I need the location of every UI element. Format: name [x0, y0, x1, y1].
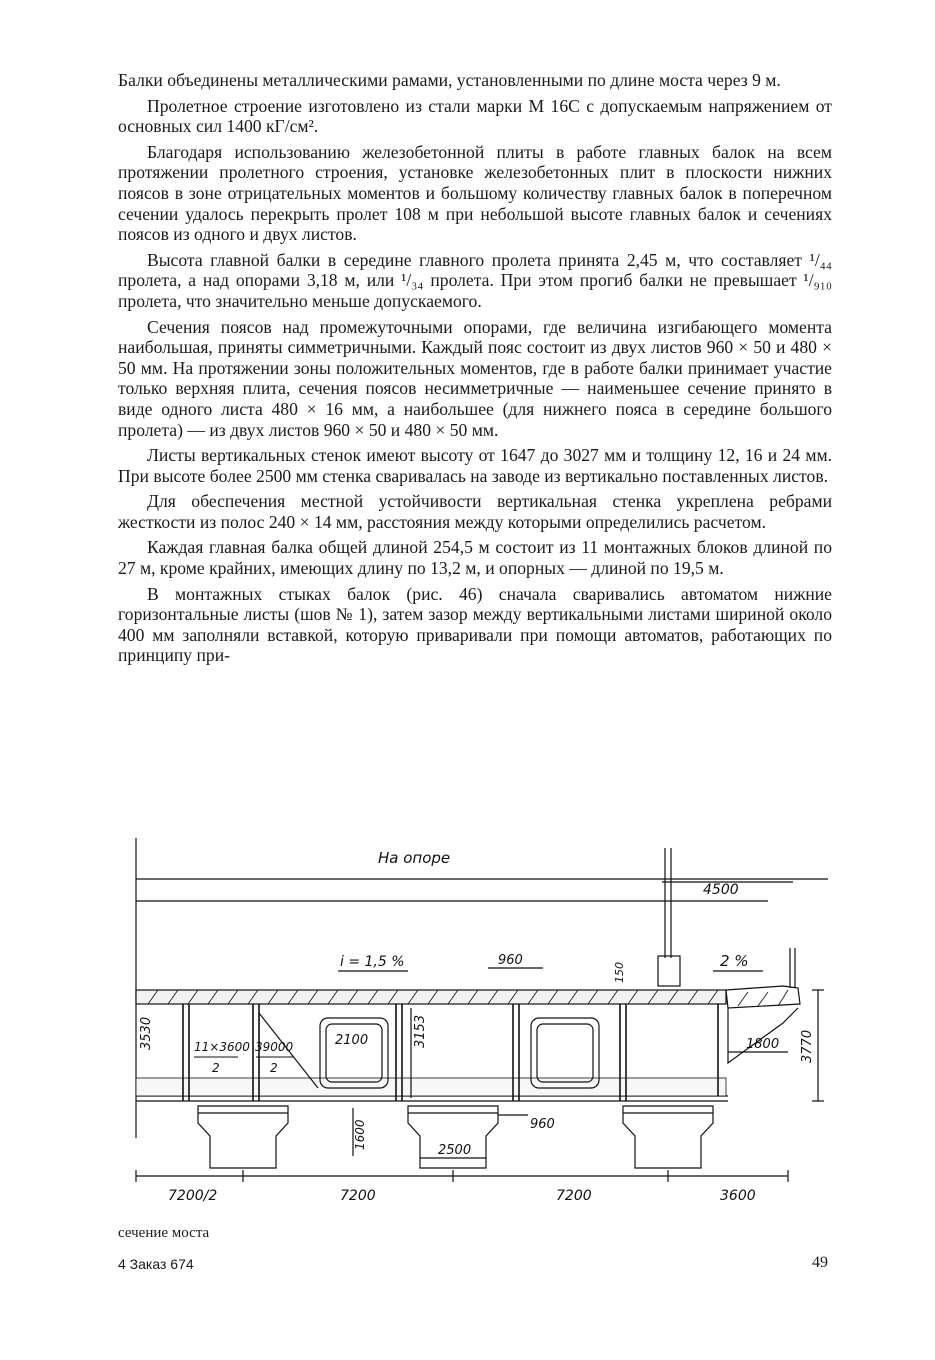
- label-11x3600: 11×3600: [194, 1040, 250, 1054]
- paragraph-1: Балки объединены металлическими рамами, установленными по длине моста через 9 м.: [118, 70, 781, 90]
- dim-2100: 2100: [335, 1033, 369, 1048]
- dim-3153: 3153: [413, 1014, 428, 1048]
- slope-left-label: i = 1,5 %: [340, 954, 405, 970]
- paragraph-2: Пролетное строение изготовлено из стали марки М 16С с допускаемым напряжением от основных сил 1400 кГ/см².: [118, 95, 832, 137]
- dim-3530: 3530: [139, 1016, 154, 1050]
- paragraph-5: Сечения поясов над промежуточными опорами, где величина изгибающего момента наибольшая, приняты симметричными. Каждый пояс состоит из двух листов 960 × 50 и 480 × 50 мм. На протяжении зоны положительных моментов, где в работе балки принимает участие только верхняя плита, сечения поясов несимметричные — наименьшее сечение принято в виде одного листа 480 × 16 мм, а наибольшее (для нижнего пояса в середине большого пролета) — из двух листов 960 × 50 и 480 × 50 мм.: [118, 316, 832, 440]
- paragraph-8: Каждая главная балка общей длиной 254,5 м состоит из 11 монтажных блоков длиной по 27 м, кроме крайних, имеющих длину по 13,2 м, и опорных — длиной по 19,5 м.: [118, 537, 832, 579]
- dim-1600: 1600: [353, 1119, 367, 1150]
- dim-960-top: 960: [498, 953, 523, 968]
- dim-960-bottom: 960: [530, 1117, 555, 1132]
- page-number: 49: [812, 1254, 828, 1271]
- dim-1800: 1800: [746, 1037, 780, 1052]
- paragraph-6: Листы вертикальных стенок имеют высоту от 1647 до 3027 мм и толщину 12, 16 и 24 мм. При высоте более 2500 мм стенка сваривалась на заводе из вертикально поставленных листов.: [118, 445, 832, 486]
- dim-3770: 3770: [800, 1029, 815, 1063]
- footer-order-note: 4 Заказ 674: [118, 1256, 194, 1272]
- dim-7200-b: 7200: [556, 1188, 592, 1204]
- paragraph-7: Для обеспечения местной устойчивости вертикальная стенка укреплена ребрами жесткости из полос 240 × 14 мм, расстояния между которыми определились расчетом.: [118, 491, 832, 532]
- body-text: [118, 70, 832, 671]
- label-39000: 39000: [255, 1040, 294, 1054]
- bridge-cross-section-drawing: [128, 838, 838, 1218]
- dim-3600: 3600: [720, 1188, 756, 1204]
- dim-150: 150: [613, 962, 626, 983]
- figure-caption: сечение моста: [118, 1225, 210, 1241]
- slope-right-label: 2 %: [720, 952, 749, 970]
- dim-7200-a: 7200: [340, 1188, 376, 1204]
- paragraph-4: Высота главной балки в середине главного пролета принята 2,45 м, что составляет ¹/₄₄ пролета, а над опорами 3,18 м, или ¹/₃₄ пролета. При этом прогиб балки не превышает ¹/₉₁₀ пролета, что значительно меньше допускаемого.: [118, 249, 832, 311]
- dim-2500: 2500: [438, 1143, 472, 1158]
- label-11x3600-denominator: 2: [212, 1061, 220, 1075]
- dim-4500: 4500: [703, 882, 739, 898]
- paragraph-9: В монтажных стыках балок (рис. 46) сначала сваривались автоматом нижние горизонтальные листы (шов № 1), затем зазор между вертикальными листами шириной около 400 мм заполняли вставкой, которую приваривали при помощи автоматов, работающих по принципу при-: [118, 583, 832, 666]
- paragraph-3: Благодаря использованию железобетонной плиты в работе главных балок на всем протяжении пролетного строения, установке железобетонных плит в плоскости нижних поясов в зоне отрицательных моментов и большому количеству главных балок в поперечном сечении удалось перекрыть пролет 108 м при небольшой высоте главных балок и сечениях поясов из одного и двух листов.: [118, 141, 832, 245]
- drawing-title: На опоре: [378, 849, 451, 867]
- dim-7200-2: 7200/2: [168, 1188, 218, 1204]
- drawing-svg: [128, 838, 838, 1218]
- label-39000-denominator: 2: [270, 1061, 278, 1075]
